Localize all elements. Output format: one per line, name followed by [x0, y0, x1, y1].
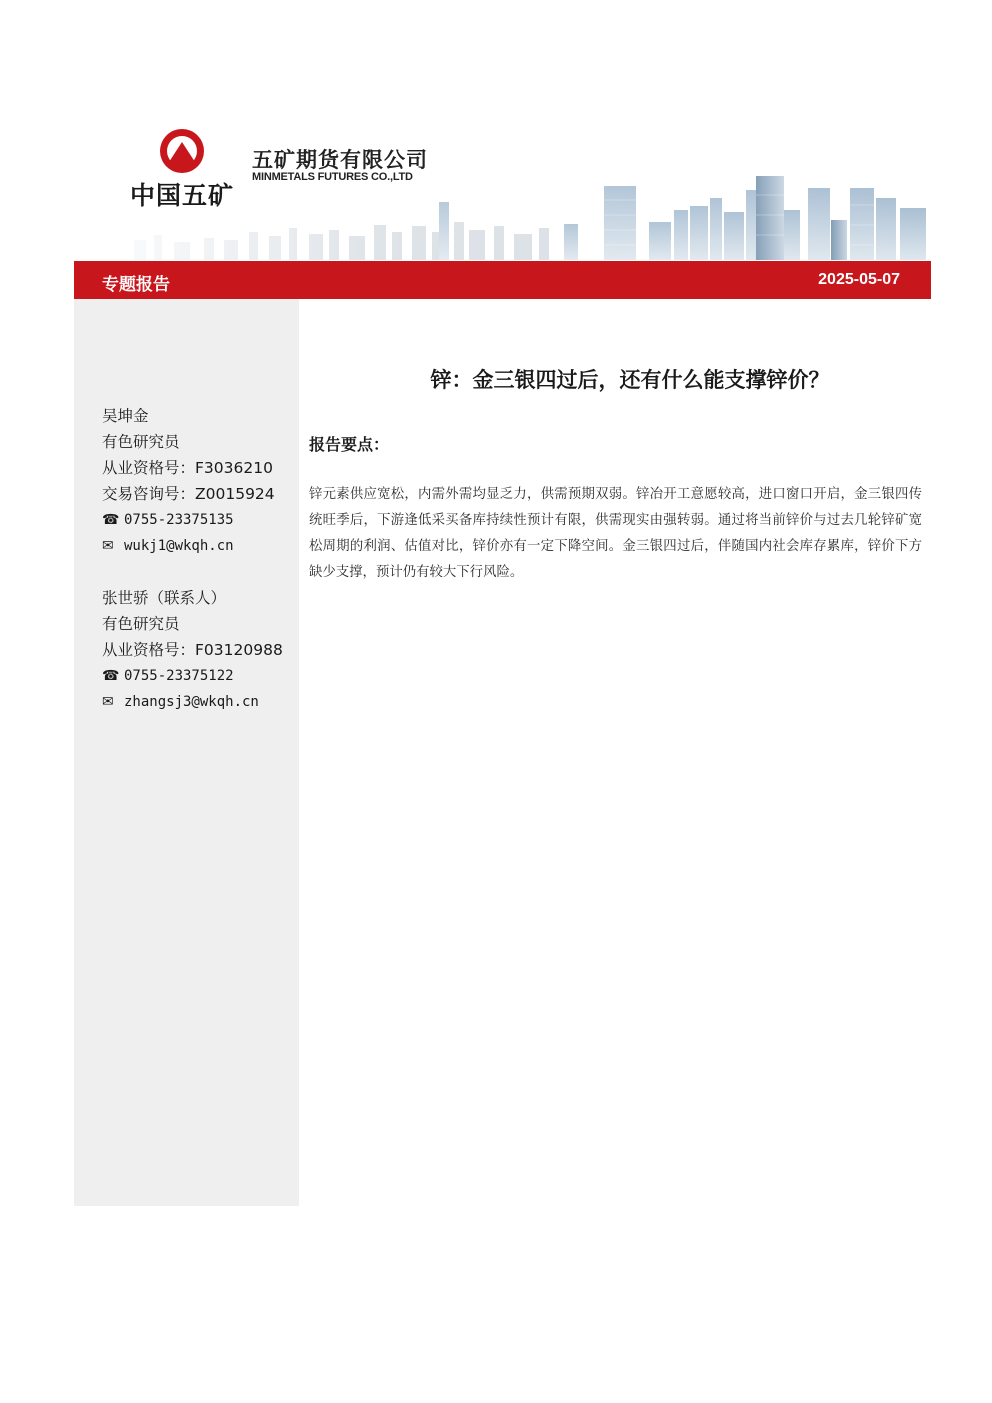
analyst-phone: 0755-23375135	[124, 512, 234, 528]
report-summary: 锌元素供应宽松，内需外需均显乏力，供需预期双弱。锌冶开工意愿较高，进口窗口开启，金三银四传统旺季后，下游逢低采买备库持续性预计有限，供需现实由强转弱。通过将当前锌价与过去几轮锌矿宽松周期的利润、估值对比，锌价亦有一定下降空间。金三银四过后，伴随国内社会库存累库，锌价下方缺少支撑，预计仍有较大下行风险。	[309, 487, 922, 580]
phone-icon: ☎	[102, 512, 120, 528]
minmetals-emblem-icon	[159, 128, 205, 174]
analyst-phone-row	[102, 663, 302, 689]
phone-icon: ☎	[102, 668, 120, 684]
report-date: 2025-05-07	[818, 271, 900, 288]
analyst-email[interactable]: wukj1@wkqh.cn	[124, 538, 234, 554]
report-banner	[74, 261, 931, 299]
logo-text: 中国五矿	[130, 181, 235, 210]
analyst-consulting-number: 交易咨询号：Z0015924	[102, 485, 275, 503]
analyst-sidebar	[74, 299, 299, 1206]
envelope-icon: ✉	[102, 694, 114, 710]
report-type-label: 专题报告	[102, 275, 170, 295]
analyst-name: 吴坤金	[102, 407, 149, 425]
key-points-heading: 报告要点：	[309, 435, 390, 454]
analyst-email-row	[102, 689, 302, 715]
company-name-cn: 五矿期货有限公司	[252, 148, 428, 172]
analyst-phone-row	[102, 507, 302, 533]
envelope-icon: ✉	[102, 538, 114, 554]
analyst-card	[102, 585, 302, 715]
analyst-name: 张世骄（联系人）	[102, 589, 227, 607]
analyst-role: 有色研究员	[102, 433, 180, 451]
analyst-role: 有色研究员	[102, 615, 180, 633]
analyst-qualification: 从业资格号：F3036210	[102, 459, 273, 477]
analyst-email[interactable]: zhangsj3@wkqh.cn	[124, 694, 259, 710]
analyst-card	[102, 403, 302, 559]
header	[74, 100, 931, 260]
analyst-phone: 0755-23375122	[124, 668, 234, 684]
report-title: 锌：金三银四过后，还有什么能支撑锌价？	[430, 368, 830, 392]
analyst-qualification: 从业资格号：F03120988	[102, 641, 283, 659]
company-name-en: MINMETALS FUTURES CO.,LTD	[252, 171, 413, 183]
analyst-email-row	[102, 533, 302, 559]
